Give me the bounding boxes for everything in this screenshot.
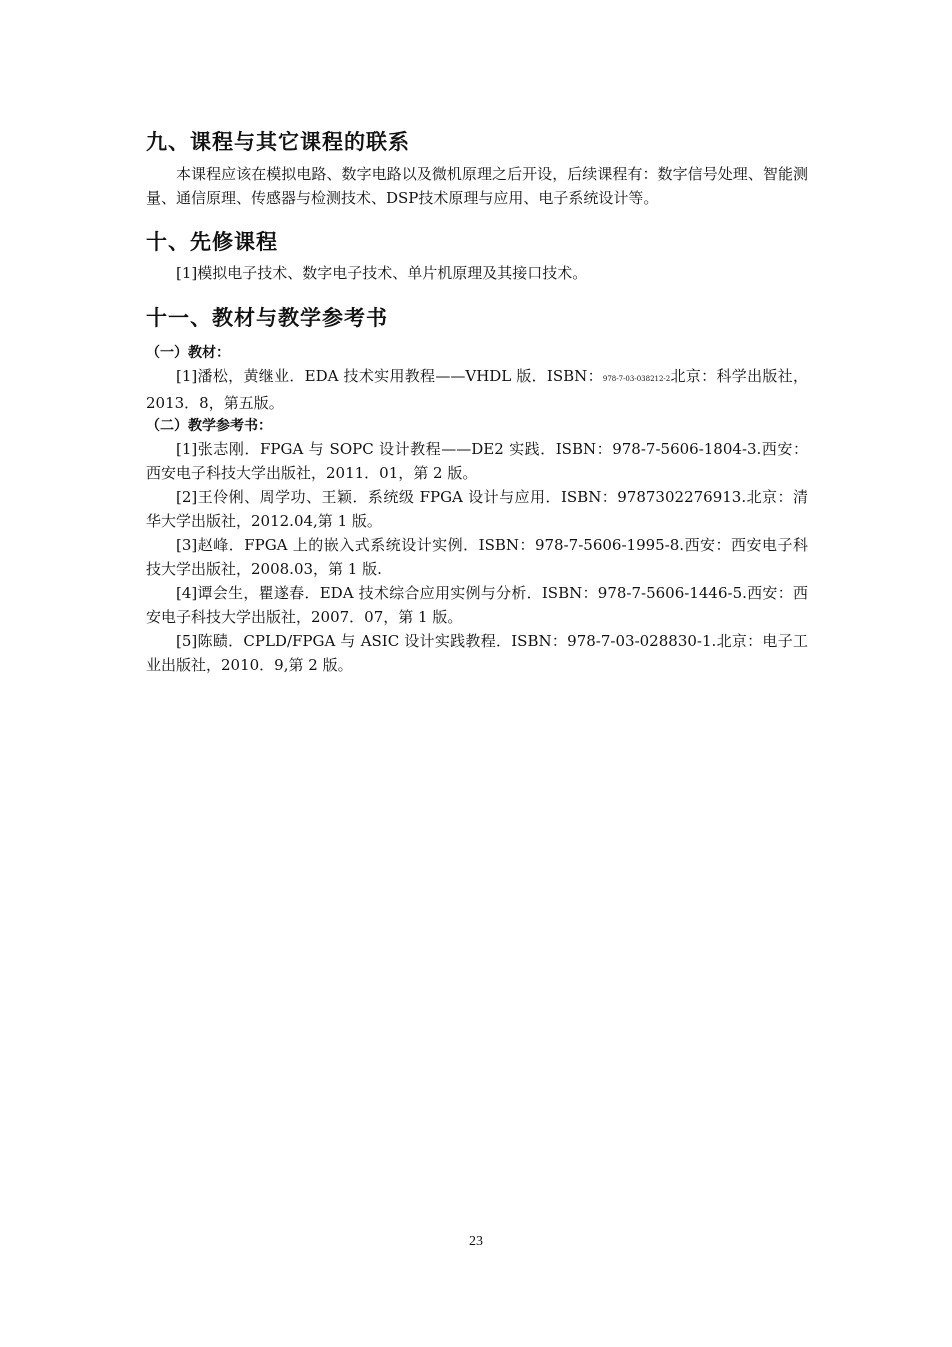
page-number: 23	[469, 1234, 483, 1249]
textbook-entry	[146, 364, 808, 415]
section-11-heading: 十一、教材与教学参考书	[146, 306, 388, 330]
section-11	[146, 304, 808, 677]
textbook-subheading: （一）教材：	[146, 345, 230, 361]
textbook-entry-part-a: [1]潘松，黄继业．EDA 技术实用教程——VHDL 版．ISBN：	[176, 367, 603, 385]
reference-item-4: [4]谭会生，瞿遂春．EDA 技术综合应用实例与分析．ISBN：978-7-5606-1446-5.西安：西安电子科技大学出版社，2007．07，第 1 版。	[146, 584, 808, 626]
textbook-isbn: 978-7-03-038212-2	[602, 375, 671, 383]
reference-item-1: [1]张志刚．FPGA 与 SOPC 设计教程——DE2 实践．ISBN：978-7-5606-1804-3.西安：西安电子科技大学出版社，2011．01，第 2 版。	[146, 440, 808, 482]
reference-item-3: [3]赵峰．FPGA 上的嵌入式系统设计实例．ISBN：978-7-5606-1995-8.西安：西安电子科技大学出版社，2008.03，第 1 版.	[146, 536, 808, 578]
section-10-body: [1]模拟电子技术、数字电子技术、单片机原理及其接口技术。	[176, 264, 588, 282]
section-9-heading: 九、课程与其它课程的联系	[146, 130, 410, 154]
section-9	[146, 128, 808, 210]
reference-item-5: [5]陈赜．CPLD/FPGA 与 ASIC 设计实践教程．ISBN：978-7-03-028830-1.北京：电子工业出版社，2010．9,第 2 版。	[146, 632, 808, 674]
section-10-heading: 十、先修课程	[146, 230, 278, 254]
reference-item-2: [2]王伶俐、周学功、王颖．系统级 FPGA 设计与应用．ISBN：9787302276913.北京：清华大学出版社，2012.04,第 1 版。	[146, 488, 808, 530]
references-subheading: （二）教学参考书：	[146, 418, 272, 434]
section-10	[146, 228, 808, 285]
section-9-body: 本课程应该在模拟电路、数字电路以及微机原理之后开设，后续课程有：数字信号处理、智能测量、通信原理、传感器与检测技术、DSP技术原理与应用、电子系统设计等。	[146, 165, 808, 207]
textbook-entry-part-b: 北京：科学出版社，2013．8，第五版。	[146, 367, 808, 412]
